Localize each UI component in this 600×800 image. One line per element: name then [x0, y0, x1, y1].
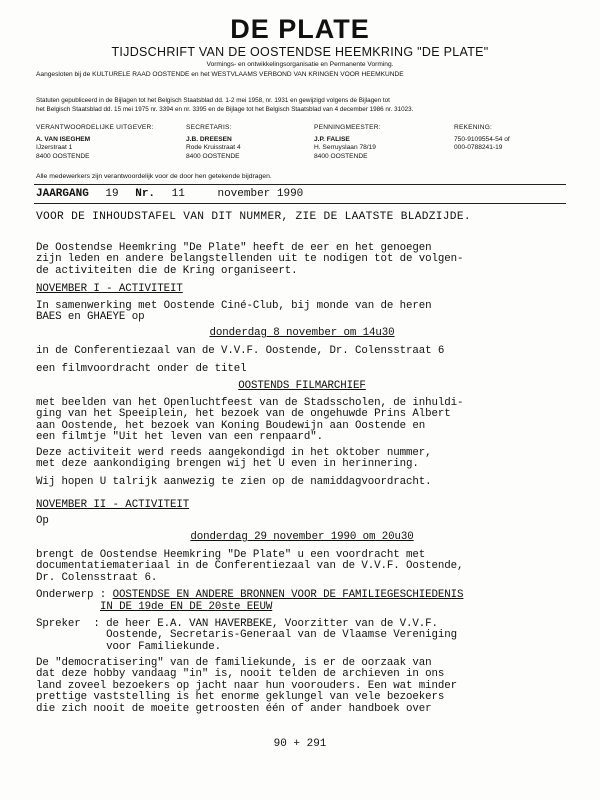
disclaimer: Alle medewerkers zijn verantwoordelijk voor de door hen getekende bijdragen.	[36, 173, 272, 180]
officer-name: J.B. DREESEN	[186, 135, 232, 143]
issue-month: november 1990	[217, 188, 304, 200]
activity-2-op: Op	[36, 515, 49, 527]
affiliation-line: Aangesloten bij de KULTURELE RAAD OOSTENDE en het WESTVLAAMS VERBOND VAN KRINGEN VOOR HEEMKUNDE	[36, 71, 404, 78]
activity-1-date-text: donderdag 8 november om 14u30	[209, 327, 395, 339]
statutes-line-2: het Belgisch Staatsblad dd. 15 mei 1975 nr. 3394 en nr. 3395 en de Bijlage tot het Belgisch Staatsblad van 4 december 1986 nr. 31023.	[36, 106, 414, 113]
officers-block	[36, 124, 566, 168]
journal-subtitle: TIJDSCHRIFT VAN DE OOSTENDSE HEEMKRING "DE PLATE"	[111, 45, 489, 59]
subject-line-1: OOSTENDSE EN ANDERE BRONNEN VOOR DE FAMILIEGESCHIEDENIS	[112, 589, 464, 601]
activity-2-subject-cont	[100, 602, 560, 613]
officer-city: 8400 OOSTENDE	[36, 152, 90, 160]
officer-street: IJzerstraat 1	[36, 144, 73, 151]
bank-account	[454, 124, 510, 153]
subject-label: Onderwerp :	[36, 589, 113, 601]
activity-1-heading	[36, 284, 568, 295]
activity-2-date-text: donderdag 29 november 1990 om 20u30	[190, 531, 414, 543]
organisation-line: Vormings- en ontwikkelingsorganisatie en Permanente Vorming.	[206, 61, 394, 68]
officer-street: Rode Kruisstraat 4	[186, 144, 241, 151]
officer-name: A. VAN ISEGHEM	[36, 135, 91, 143]
activity-1-closing: Wij hopen U talrijk aanwezig te zien op de namiddagvoordracht.	[36, 476, 432, 488]
activity-1-description: met beelden van het Openluchtfeest van de Stadsscholen, de inhuldi- ging van het Speeiplein, het bezoek van de ongehuwde Prins Albert aan Oostende, het bezoek van Koning Boudewijn aan Oostende en een filmtje "Uit het leven van een renpaard".	[36, 397, 464, 444]
masthead	[36, 14, 564, 79]
activity-1-intro: In samenwerking met Oostende Ciné-Club, bij monde van de heren BAES en GHAEYE op	[36, 300, 432, 324]
jaargang-label: JAARGANG	[36, 188, 89, 200]
activity-2-date	[36, 532, 568, 543]
activity-1-title	[36, 381, 568, 392]
officer-name: J.P. FALISE	[314, 135, 350, 143]
activity-1-lecture: een filmvoordracht onder de titel	[36, 363, 247, 375]
activity-1-heading-text: NOVEMBER I - ACTIVITEIT	[36, 283, 183, 295]
nr-value: 11	[171, 188, 185, 200]
rule-top	[34, 184, 566, 185]
officer-treasurer	[314, 124, 381, 161]
activity-2-subject	[36, 590, 568, 601]
activity-2-speaker: Spreker : de heer E.A. VAN HAVERBEKE, Voorzitter van de V.V.F. Oostende, Secretaris-Generaal van de Vlaamse Vereniging voor Familiekunde.	[36, 618, 458, 653]
officer-secretary	[186, 124, 241, 161]
journal-title: DE PLATE	[230, 14, 370, 44]
activity-1-reminder: Deze activiteit werd reeds aangekondigd in het oktober nummer, met deze aankondiging brengen wij het U even in herinnering.	[36, 447, 432, 471]
activity-2-paragraph: De "democratisering" van de familiekunde, is er de oorzaak van dat deze hobby vandaag "in" is, nooit telden de archieven in ons land zoveel bezoekers op jacht naar hun voorouders. Een wat minder prettige vaststelling is het enorme geklungel van vele bezoekers die zich nooit de moeite getroosten één of ander handboek over	[36, 657, 458, 715]
activity-2-heading-text: NOVEMBER II - ACTIVITEIT	[36, 499, 190, 511]
activity-2-intro: brengt de Oostendse Heemkring "De Plate" u een voordracht met documentatiemateriaal in de Conferentiezaal van de V.V.F. Oostende, Dr. Colensstraat 6.	[36, 549, 464, 584]
activity-1-title-text: OOSTENDS FILMARCHIEF	[238, 380, 366, 392]
activity-1-date	[36, 328, 568, 339]
officer-role: VERANTWOORDELIJKE UITGEVER:	[36, 124, 154, 131]
subject-line-2: IN DE 19de EN DE 20ste EEUW	[100, 601, 273, 613]
activity-1-venue: in de Conferentiezaal van de V.V.F. Oostende, Dr. Colensstraat 6	[36, 345, 445, 357]
nr-label: Nr.	[135, 188, 156, 200]
issue-line	[36, 188, 313, 200]
account-number-2: 000-0788241-19	[454, 144, 503, 151]
officer-publisher	[36, 124, 154, 161]
rule-bottom	[34, 203, 566, 204]
jaargang-value: 19	[105, 188, 119, 200]
page-number: 90 + 291	[273, 738, 327, 750]
statutes-note	[36, 96, 566, 114]
officer-city: 8400 OOSTENDE	[314, 152, 368, 160]
account-number-1: 750-9109554-54 of	[454, 135, 510, 143]
intro-paragraph: De Oostendse Heemkring "De Plate" heeft de eer en het genoegen zijn leden en andere belangstellenden uit te nodigen tot de volgen- de activiteiten die de Kring organiseert.	[36, 242, 464, 277]
account-label: REKENING:	[454, 124, 493, 131]
officer-role: PENNINGMEESTER:	[314, 124, 381, 131]
officer-street: H. Serruyslaan 78/19	[314, 144, 376, 151]
statutes-line-1: Statuten gepubliceerd in de Bijlagen tot het Belgisch Staatsblad dd. 1-2 mei 1958, nr. 1931 en gewijzigd volgens de Bijlagen tot	[36, 97, 390, 104]
activity-2-heading	[36, 500, 568, 511]
officer-role: SECRETARIS:	[186, 124, 232, 131]
contents-note: VOOR DE INHOUDSTAFEL VAN DIT NUMMER, ZIE DE LAATSTE BLADZIJDE.	[36, 211, 471, 223]
officer-city: 8400 OOSTENDE	[186, 152, 240, 160]
